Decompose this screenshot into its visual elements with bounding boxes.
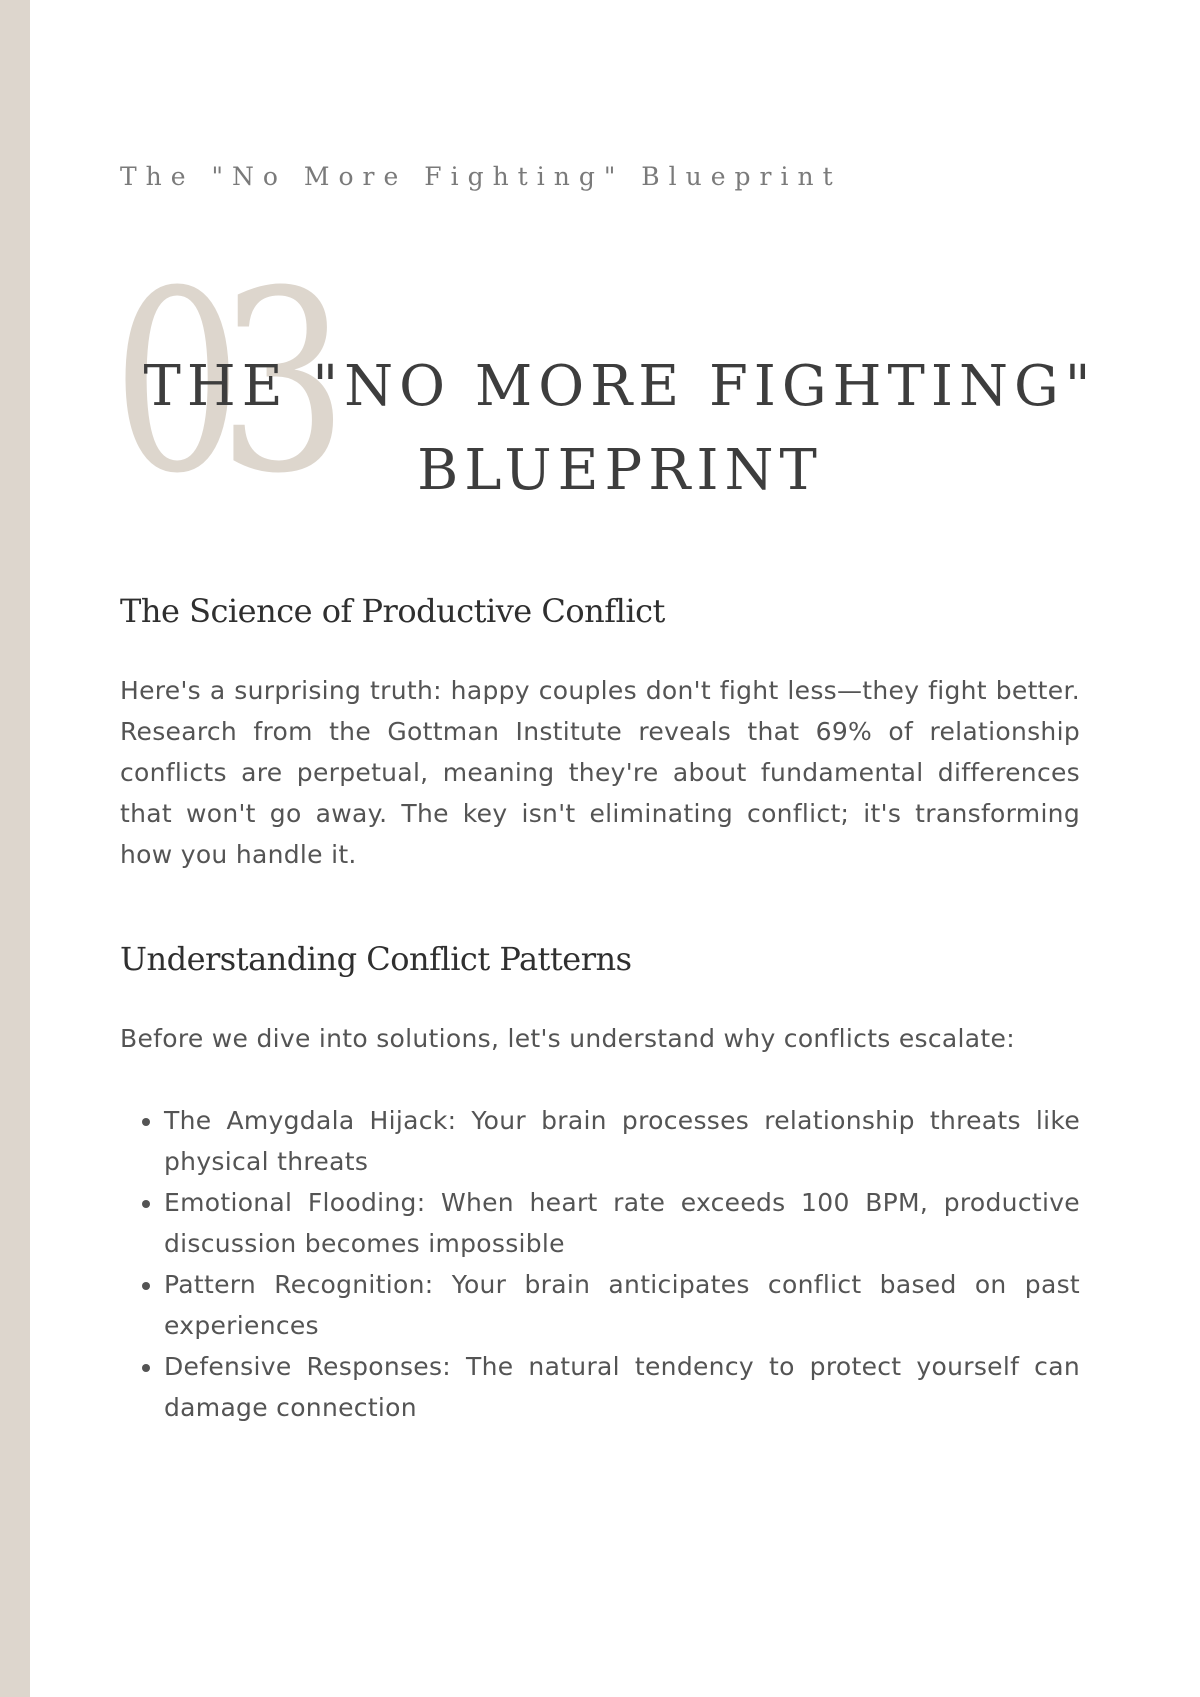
section-conflict-patterns-intro <box>120 1018 1080 1059</box>
list-item: • Pattern Recognition: Your brain anticipates conflict based on past experiences <box>164 1264 1080 1346</box>
side-accent-bar <box>0 0 30 1697</box>
chapter-number: 03 <box>112 237 324 528</box>
chapter-title <box>120 345 1120 513</box>
conflict-patterns-list <box>120 1100 1080 1428</box>
intro-paragraph: Before we dive into solutions, let's understand why conflicts escalate: <box>120 1024 1015 1053</box>
chapter-title-line-1: THE "NO MORE FIGHTING" <box>143 354 1097 419</box>
section-conflict-patterns <box>120 940 1080 978</box>
list-item: • Defensive Responses: The natural tendency to protect yourself can damage connection <box>164 1346 1080 1428</box>
conflict-patterns-list-wrapper <box>120 1100 1080 1428</box>
chapter-title-line-2: BLUEPRINT <box>417 438 823 503</box>
section-productive-conflict-body <box>120 670 1080 875</box>
section-heading: Understanding Conflict Patterns <box>120 940 632 978</box>
list-item: • Emotional Flooding: When heart rate exceeds 100 BPM, productive discussion becomes impossible <box>164 1182 1080 1264</box>
section-productive-conflict <box>120 592 1080 630</box>
section-heading: The Science of Productive Conflict <box>120 592 665 630</box>
running-header: The "No More Fighting" Blueprint <box>120 162 842 191</box>
list-item: • The Amygdala Hijack: Your brain processes relationship threats like physical threats <box>164 1100 1080 1182</box>
body-paragraph: Here's a surprising truth: happy couples don't fight less—they fight better. Research from the Gottman Institute reveals that 69% of relationship conflicts are perpetual, meaning they're about fundamental differences that won't go away. The key isn't eliminating conflict; it's transforming how you handle it. <box>120 676 1080 869</box>
